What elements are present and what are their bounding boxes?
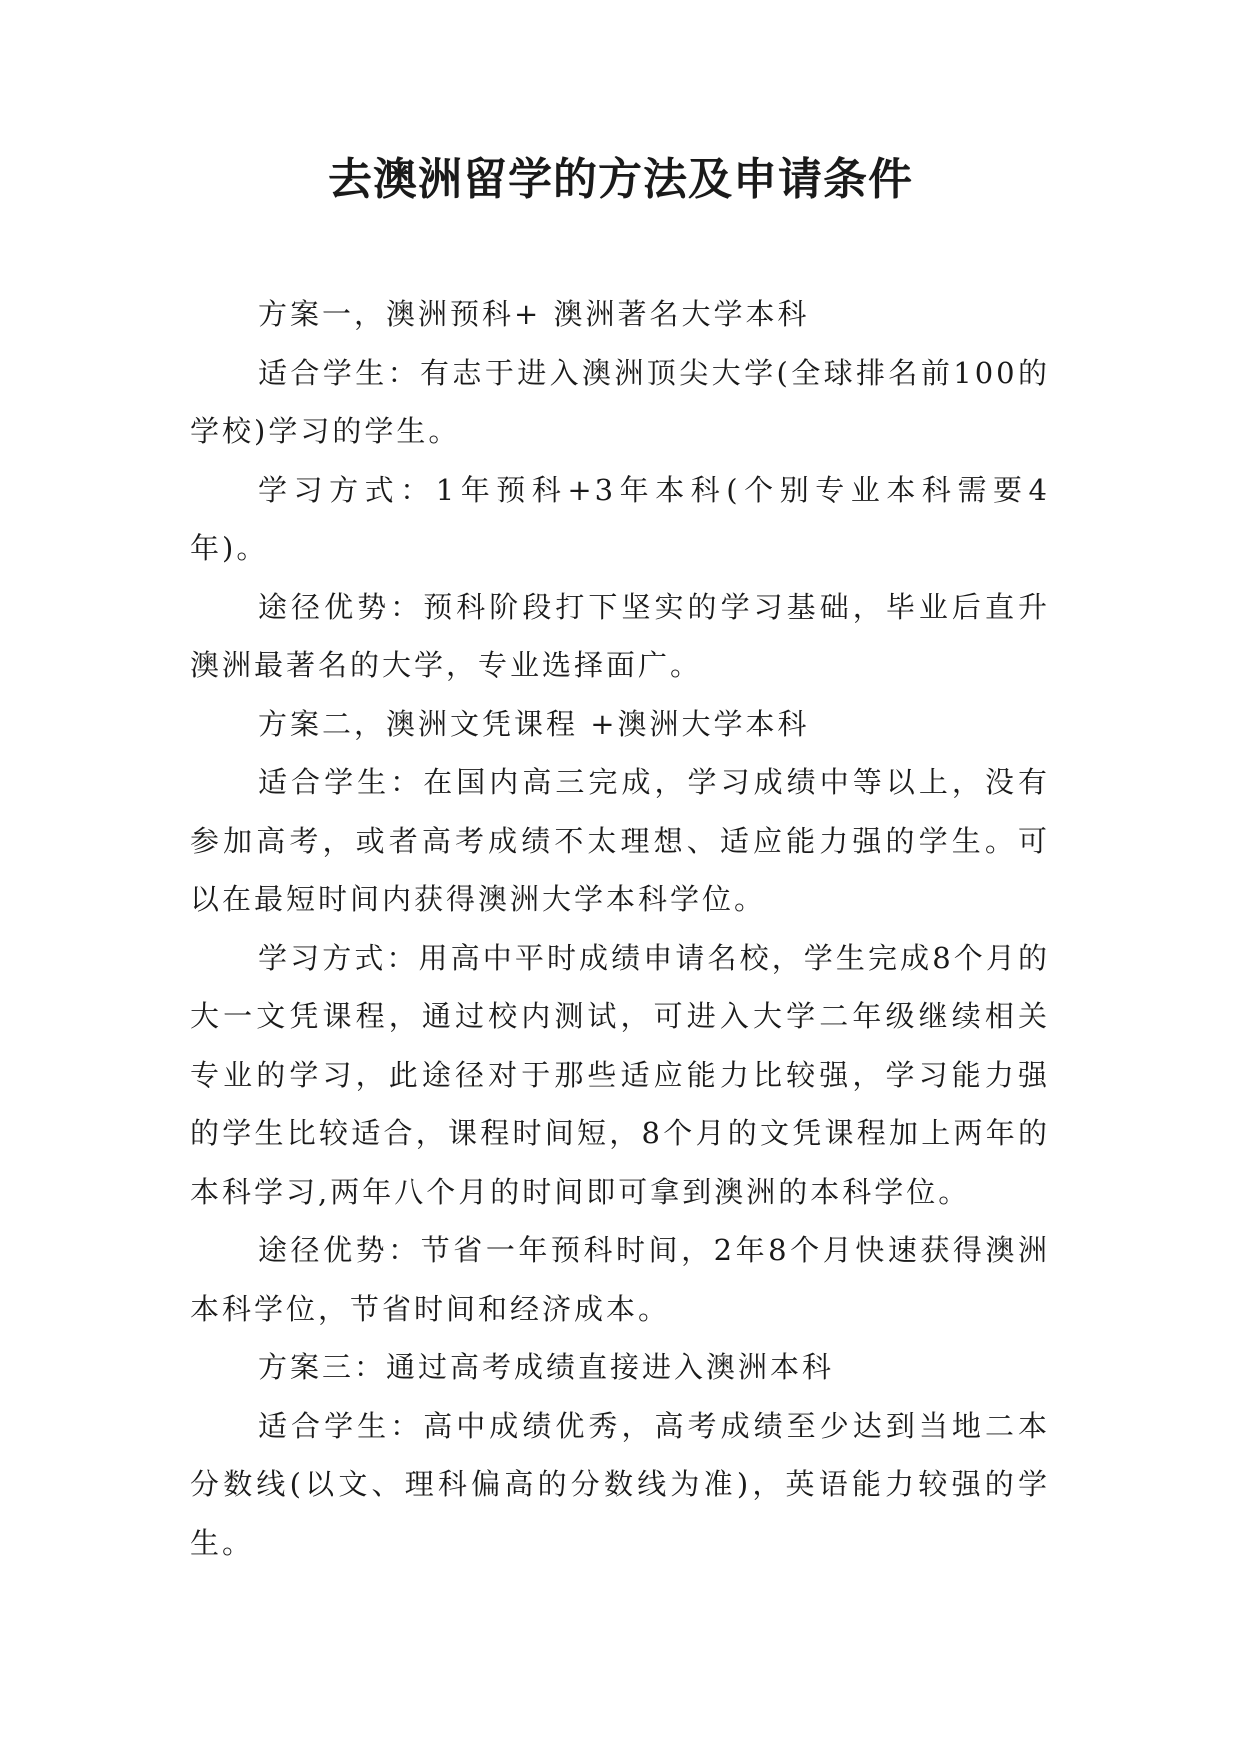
paragraph-plan-one-heading: 方案一，澳洲预科+ 澳洲著名大学本科	[258, 297, 810, 331]
paragraph-plan-two-study-method: 学习方式：用高中平时成绩申请名校，学生完成8个月的大一文凭课程，通过校内测试，可进入大学二年级继续相关专业的学习，此途径对于那些适应能力比较强，学习能力强的学生比较适合，课程时间短，8个月的文凭课程加上两年的本科学习,两年八个月的时间即可拿到澳洲的本科学位。	[190, 940, 1050, 1209]
paragraph-plan-one-study-method: 学习方式：1年预科+3年本科(个别专业本科需要4年)。	[190, 472, 1050, 565]
paragraph-plan-two-suitable-students: 适合学生：在国内高三完成，学习成绩中等以上，没有参加高考，或者高考成绩不太理想、适应能力强的学生。可以在最短时间内获得澳洲大学本科学位。	[190, 765, 1050, 916]
paragraph-plan-one-advantages: 途径优势：预科阶段打下坚实的学习基础，毕业后直升澳洲最著名的大学，专业选择面广。	[190, 589, 1050, 682]
document-title: 去澳洲留学的方法及申请条件	[328, 154, 913, 205]
paragraph-plan-three-suitable-students: 适合学生：高中成绩优秀，高考成绩至少达到当地二本分数线(以文、理科偏高的分数线为准)，英语能力较强的学生。	[190, 1408, 1050, 1560]
paragraph-plan-two-heading: 方案二，澳洲文凭课程 +澳洲大学本科	[258, 706, 810, 741]
paragraph-plan-two-advantages: 途径优势：节省一年预科时间，2年8个月快速获得澳洲本科学位，节省时间和经济成本。	[190, 1233, 1050, 1326]
paragraph-plan-one-suitable-students: 适合学生：有志于进入澳洲顶尖大学(全球排名前100的学校)学习的学生。	[190, 355, 1050, 448]
paragraph-plan-three-heading: 方案三：通过高考成绩直接进入澳洲本科	[258, 1350, 835, 1384]
document-body	[190, 285, 1050, 1572]
